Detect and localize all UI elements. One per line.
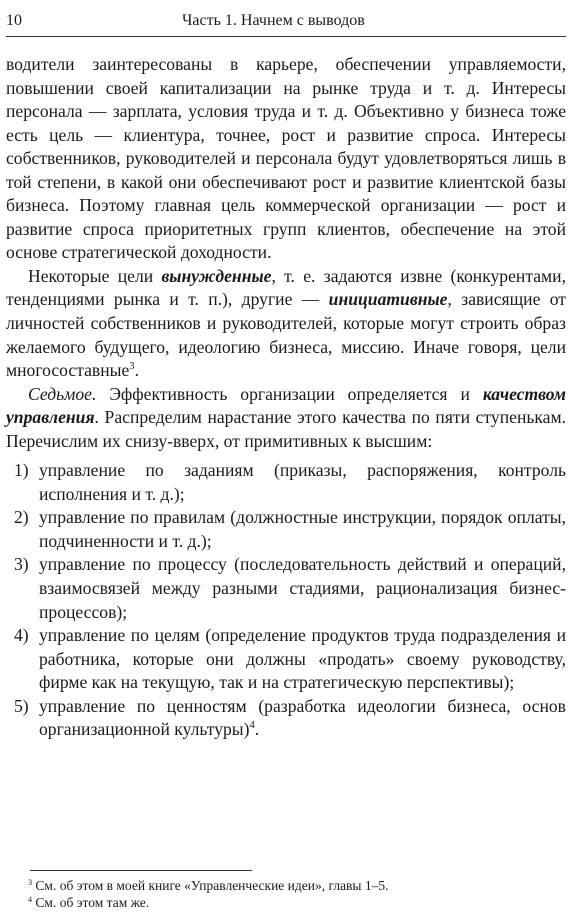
paragraph-1: водители заинтересованы в карьере, обеспечении управляемости, повышении своей капитализации на рынке труда и т. д. Интересы персонала — зарплата, условия труда и т. д. Объективно у бизнеса тоже есть цель — клиентура, точнее, рост и развитие спроса. Интересы собственников, руководителей и персонала будут удовлетворяться лишь в той степени, в какой они обеспечивают рост и развитие клиентской базы бизнеса. Поэтому главная цель коммерческой организации — рост и развитие спроса приоритетных групп клиентов, обеспечение на этой основе стратегической доходности. bbox=[6, 54, 566, 263]
list-item: 4) управление по целям (определение продуктов труда подразделения и работника, которые они должны «продать» своему руководству, фирме как на текущую, так и на стратегическую перспективы); bbox=[14, 625, 566, 693]
list-item: 1) управление по заданиям (приказы, распоряжения, контроль исполнения и т. д.); bbox=[14, 460, 566, 504]
list-item: 5) управление по ценностям (разработка идеологии бизнеса, основ организационной культуры)$^4$. bbox=[14, 695, 566, 740]
paragraph-2: Некоторые цели вынужденные, т. е. задаются извне (конкурентами, тенденциями рынка и т. п.), другие — инициативные, зависящие от личностей собственников и руководителей, которые могут строить образ желаемого будущего, идеологию бизнеса, миссию. Иначе говоря, цели многосоставные$^3$. bbox=[6, 265, 566, 381]
footnote-4: $^4$ См. об этом там же. bbox=[28, 894, 150, 910]
paragraph-3: Седьмое. Эффективность организации определяется и качеством управления. Распределим нарастание этого качества по пяти ступенькам. Перечислим их снизу-вверх, от примитивных к высшим: bbox=[6, 383, 566, 451]
emphasis-seventh: Седьмое. bbox=[28, 383, 97, 404]
list-item: 2) управление по правилам (должностные инструкции, порядок оплаты, подчиненности и т. д.); bbox=[14, 507, 566, 551]
emphasis-forced: вынужденные bbox=[161, 265, 272, 286]
management-levels-list bbox=[6, 459, 566, 742]
running-head-title: Часть 1. Начнем с выводов bbox=[182, 12, 365, 29]
list-item: 3) управление по процессу (последовательность действий и операций, взаимосвязей между разными стадиями, рационализация бизнес-процессов); bbox=[14, 554, 566, 622]
footnote-divider bbox=[30, 870, 252, 871]
footnote-ref-3[interactable]: 3 bbox=[129, 361, 135, 373]
page-number: 10 bbox=[6, 12, 22, 29]
emphasis-initiative: инициативные bbox=[328, 289, 448, 310]
footnotes bbox=[28, 877, 566, 911]
footnote-3: $^3$ См. об этом в моей книге «Управленческие идеи», главы 1–5. bbox=[28, 877, 389, 893]
footnote-ref-4[interactable]: 4 bbox=[249, 720, 255, 732]
running-header bbox=[6, 12, 566, 37]
emphasis-management-quality: качеством управления bbox=[6, 383, 566, 428]
page-body bbox=[6, 53, 566, 742]
